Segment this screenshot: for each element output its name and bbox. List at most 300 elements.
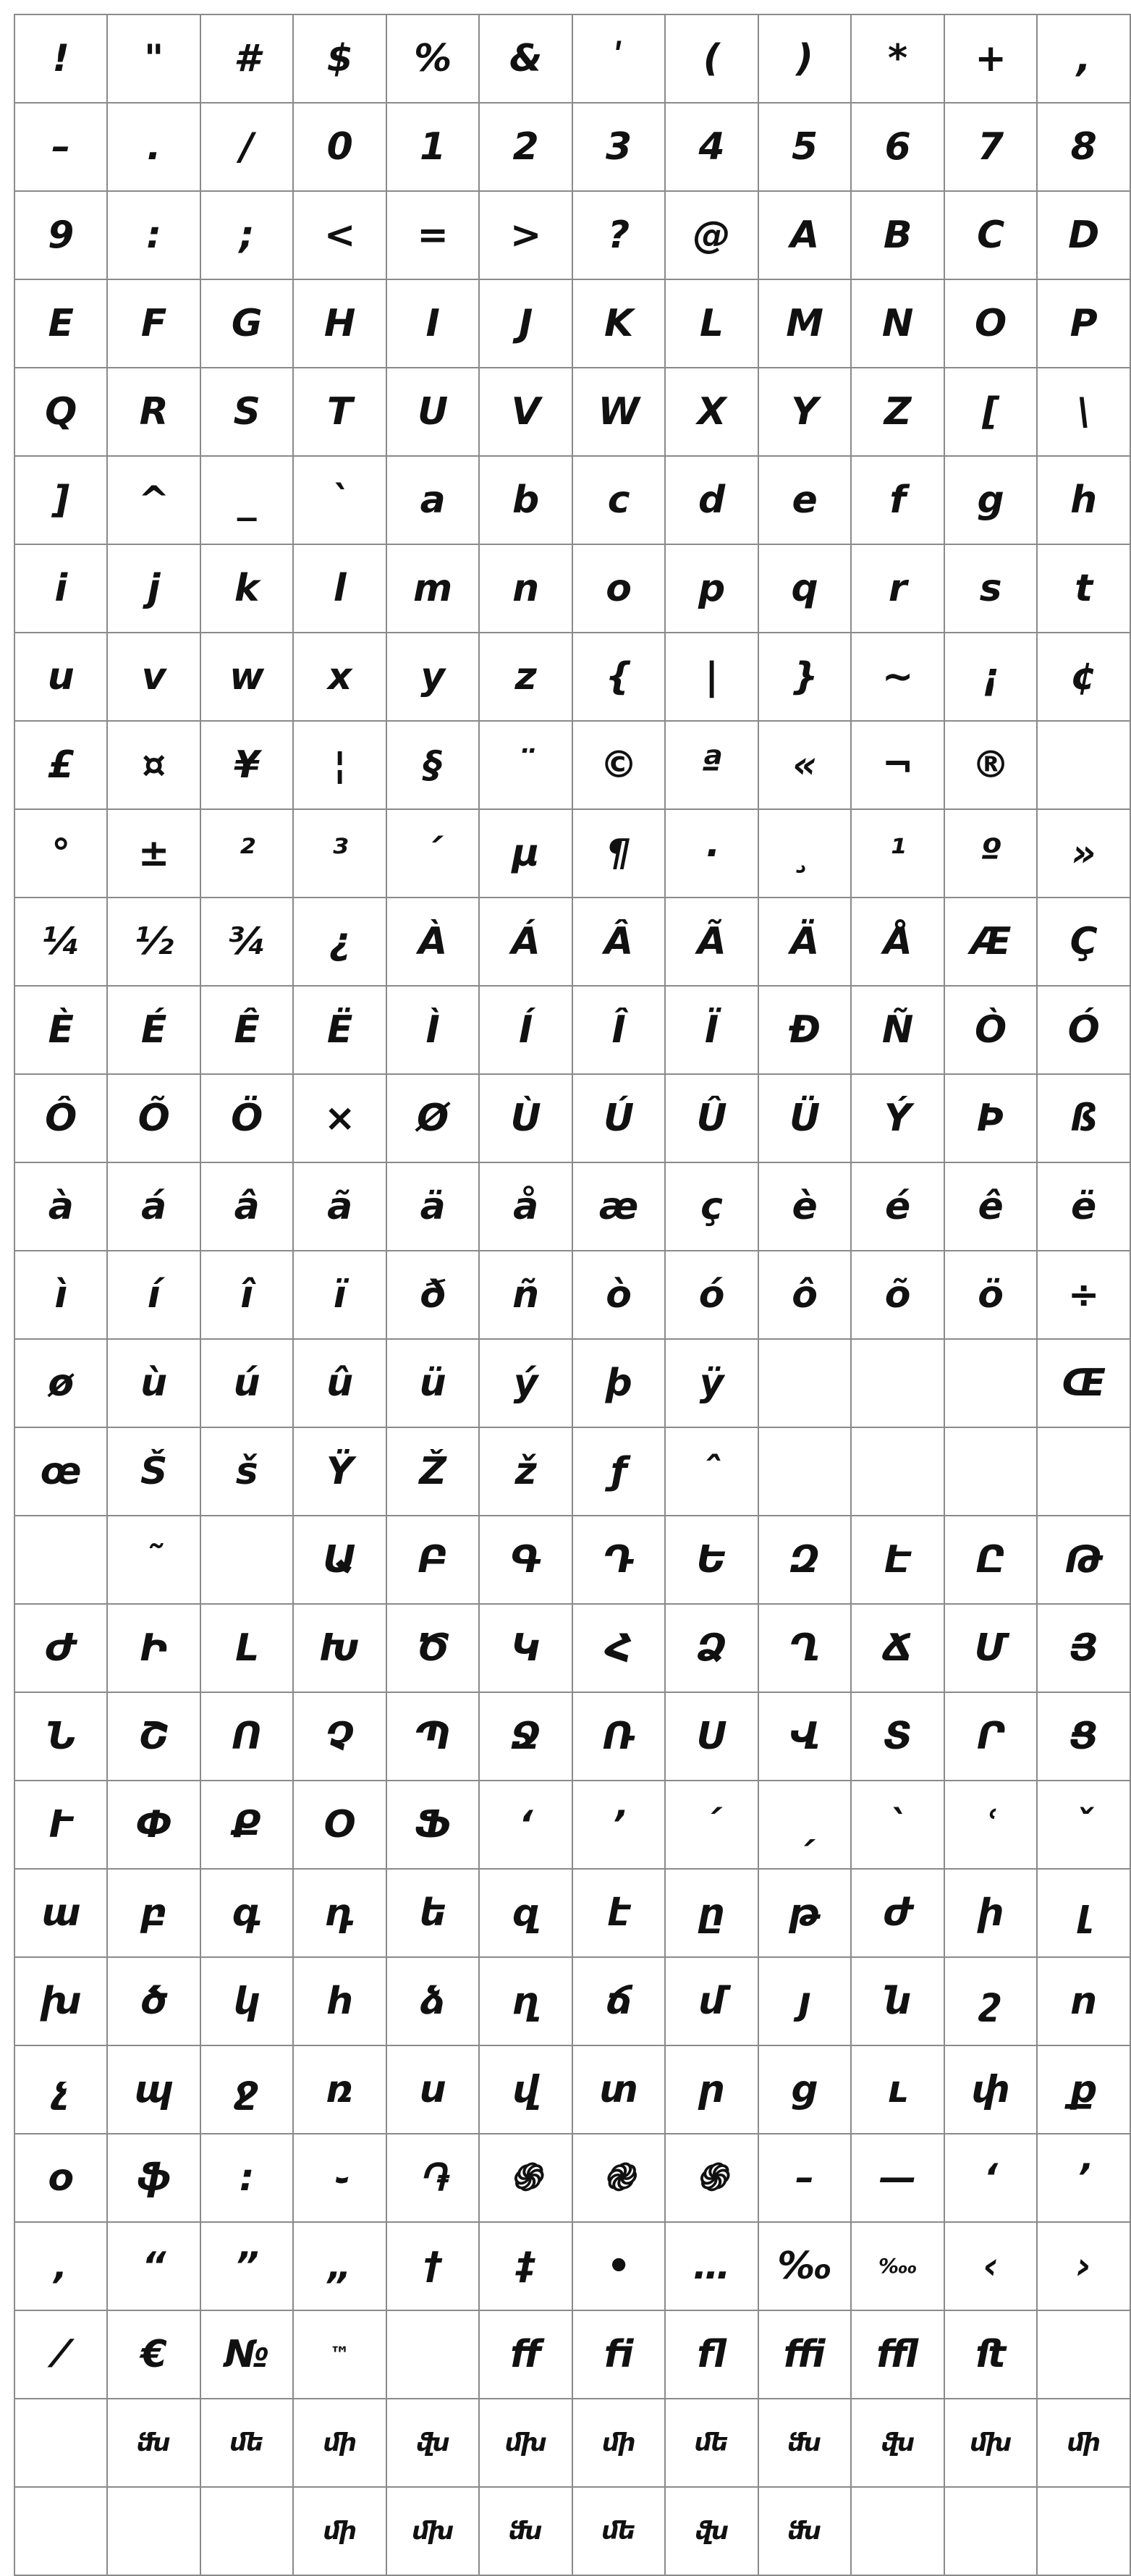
glyph-cell: ç (665, 1162, 758, 1251)
glyph-cell: h (1037, 456, 1130, 544)
glyph-cell: ց (758, 2045, 852, 2134)
glyph-cell: … (665, 2222, 758, 2310)
glyph-cell: Ն (14, 1692, 107, 1781)
glyph-cell (851, 1339, 944, 1427)
glyph-cell: J (479, 279, 572, 368)
glyph-cell: § (386, 721, 479, 809)
glyph-cell: à (14, 1162, 107, 1251)
glyph-cell: C (944, 191, 1037, 279)
glyph-cell: ñ (479, 1251, 572, 1339)
glyph-cell: Ü (758, 1074, 852, 1162)
glyph-cell: Բ (386, 1516, 479, 1604)
glyph-row (14, 1869, 1130, 1957)
glyph-cell (200, 2487, 294, 2575)
glyph-cell: F (107, 279, 200, 368)
glyph-cell: վ (479, 2045, 572, 2134)
glyph-cell: խ (14, 1957, 107, 2045)
glyph-cell (851, 1427, 944, 1516)
glyph-cell: ! (14, 14, 107, 103)
glyph-cell: p (665, 544, 758, 633)
glyph-cell: á (107, 1162, 200, 1251)
glyph-cell: © (572, 721, 665, 809)
glyph-cell: ú (200, 1339, 294, 1427)
glyph-cell: ¬ (851, 721, 944, 809)
glyph-cell: լ (1037, 1869, 1130, 1957)
glyph-cell: Ö (200, 1074, 294, 1162)
glyph-cell: ^ (107, 456, 200, 544)
glyph-cell: Ñ (851, 986, 944, 1074)
glyph-cell: Ó (1037, 986, 1130, 1074)
glyph-cell: ™ (293, 2310, 386, 2399)
glyph-cell: ﬅ (944, 2310, 1037, 2399)
glyph-cell: ò (572, 1251, 665, 1339)
glyph-cell: ¿ (293, 898, 386, 986)
glyph-cell: Ä (758, 898, 852, 986)
glyph-cell: ~ (851, 633, 944, 721)
glyph-cell: 2 (479, 103, 572, 191)
glyph-cell: Š (107, 1427, 200, 1516)
glyph-cell: Ձ (665, 1604, 758, 1692)
glyph-cell: ք (1037, 2045, 1130, 2134)
glyph-cell: Ք (200, 1781, 294, 1869)
glyph-cell: յ (758, 1957, 852, 2045)
glyph-cell: Գ (479, 1516, 572, 1604)
glyph-row (14, 1162, 1130, 1251)
glyph-cell: ˏ (758, 1781, 852, 1869)
glyph-row (14, 2310, 1130, 2399)
glyph-cell: ä (386, 1162, 479, 1251)
glyph-cell: ô (758, 1251, 852, 1339)
glyph-cell: \ (1037, 368, 1130, 456)
glyph-cell: ž (479, 1427, 572, 1516)
glyph-cell (14, 2399, 107, 2487)
glyph-cell (14, 2487, 107, 2575)
glyph-cell: | (665, 633, 758, 721)
glyph-cell: ‹ (944, 2222, 1037, 2310)
glyph-cell: a (386, 456, 479, 544)
glyph-cell: ﬓ (107, 2399, 200, 2487)
glyph-cell: Է (851, 1516, 944, 1604)
glyph-row (14, 2134, 1130, 2222)
glyph-cell: „ (293, 2222, 386, 2310)
glyph-cell: ղ (479, 1957, 572, 2045)
glyph-cell: " (107, 14, 200, 103)
glyph-cell: է (572, 1869, 665, 1957)
glyph-row (14, 721, 1130, 809)
glyph-cell: ﬗ (386, 2487, 479, 2575)
glyph-cell: [ (944, 368, 1037, 456)
glyph-cell: } (758, 633, 852, 721)
glyph-cell: Õ (107, 1074, 200, 1162)
glyph-cell: 0 (293, 103, 386, 191)
glyph-cell: ﬃ (758, 2310, 852, 2399)
glyph-cell: ˊ (665, 1781, 758, 1869)
glyph-cell: ֊ (293, 2134, 386, 2222)
glyph-cell: ր (665, 2045, 758, 2134)
glyph-cell: Ž (386, 1427, 479, 1516)
glyph-cell: _ (200, 456, 294, 544)
glyph-cell: Ե (665, 1516, 758, 1604)
glyph-cell: ý (479, 1339, 572, 1427)
glyph-cell: € (107, 2310, 200, 2399)
glyph-cell: 5 (758, 103, 852, 191)
glyph-cell: Կ (479, 1604, 572, 1692)
glyph-cell: £ (14, 721, 107, 809)
glyph-cell: Þ (944, 1074, 1037, 1162)
glyph-cell: Ճ (851, 1604, 944, 1692)
glyph-cell: տ (572, 2045, 665, 2134)
glyph-cell: ¨ (479, 721, 572, 809)
glyph-cell: 4 (665, 103, 758, 191)
glyph-cell: È (14, 986, 107, 1074)
glyph-cell: ¥ (200, 721, 294, 809)
glyph-cell: Զ (758, 1516, 852, 1604)
glyph-cell: ﬀ (479, 2310, 572, 2399)
glyph-cell (1037, 2310, 1130, 2399)
glyph-cell: m (386, 544, 479, 633)
glyph-cell: õ (851, 1251, 944, 1339)
glyph-cell: é (851, 1162, 944, 1251)
glyph-cell: ո (1037, 1957, 1130, 2045)
glyph-cell: ʿ (944, 1781, 1037, 1869)
glyph-cell: 7 (944, 103, 1037, 191)
glyph-cell: c (572, 456, 665, 544)
glyph-cell (944, 1339, 1037, 1427)
glyph-row (14, 1427, 1130, 1516)
glyph-cell: Ծ (386, 1604, 479, 1692)
glyph-cell: ¦ (293, 721, 386, 809)
glyph-cell: ﬕ (293, 2487, 386, 2575)
glyph-cell (1037, 1427, 1130, 1516)
glyph-cell: ﬁ (572, 2310, 665, 2399)
glyph-cell: Օ (293, 1781, 386, 1869)
glyph-cell: 9 (14, 191, 107, 279)
glyph-cell: b (479, 456, 572, 544)
glyph-cell: * (851, 14, 944, 103)
glyph-cell: Լ (200, 1604, 294, 1692)
glyph-cell: Ï (665, 986, 758, 1074)
glyph-cell: ﬗ (479, 2399, 572, 2487)
glyph-cell: f (851, 456, 944, 544)
glyph-cell: Ր (944, 1692, 1037, 1781)
glyph-cell: E (14, 279, 107, 368)
glyph-row (14, 2222, 1130, 2310)
glyph-cell: ֍ (479, 2134, 572, 2222)
glyph-row (14, 1339, 1130, 1427)
glyph-cell: ծ (107, 1957, 200, 2045)
glyph-cell: Ë (293, 986, 386, 1074)
glyph-cell: þ (572, 1339, 665, 1427)
glyph-cell: ʻ (479, 1781, 572, 1869)
glyph-cell: 1 (386, 103, 479, 191)
glyph-cell: : (107, 191, 200, 279)
glyph-cell: H (293, 279, 386, 368)
glyph-cell: t (1037, 544, 1130, 633)
glyph-cell: Ð (758, 986, 852, 1074)
glyph-cell: Տ (851, 1692, 944, 1781)
glyph-cell: դ (293, 1869, 386, 1957)
glyph-cell (386, 2310, 479, 2399)
glyph-cell: ¡ (944, 633, 1037, 721)
glyph-cell: , (1037, 14, 1130, 103)
glyph-cell: փ (944, 2045, 1037, 2134)
glyph-cell (851, 2487, 944, 2575)
glyph-cell: ö (944, 1251, 1037, 1339)
glyph-cell: բ (107, 1869, 200, 1957)
glyph-cell: ﬗ (944, 2399, 1037, 2487)
glyph-cell: ã (293, 1162, 386, 1251)
glyph-cell: չ (14, 2045, 107, 2134)
glyph-cell: × (293, 1074, 386, 1162)
glyph-cell: • (572, 2222, 665, 2310)
glyph-cell: հ (293, 1957, 386, 2045)
glyph-cell: { (572, 633, 665, 721)
glyph-cell: Ã (665, 898, 758, 986)
glyph-cell: Œ (1037, 1339, 1130, 1427)
glyph-cell: ֏ (386, 2134, 479, 2222)
glyph-cell: Z (851, 368, 944, 456)
glyph-row (14, 809, 1130, 898)
glyph-cell: A (758, 191, 852, 279)
glyph-cell: ﬖ (665, 2487, 758, 2575)
glyph-cell: օ (14, 2134, 107, 2222)
glyph-cell: ¢ (1037, 633, 1130, 721)
glyph-cell: ) (758, 14, 852, 103)
glyph-cell: ﬕ (572, 2399, 665, 2487)
glyph-cell: ʹ (572, 14, 665, 103)
glyph-cell: Î (572, 986, 665, 1074)
glyph-cell: ﬖ (386, 2399, 479, 2487)
glyph-cell: մ (665, 1957, 758, 2045)
glyph-cell: B (851, 191, 944, 279)
glyph-row (14, 2487, 1130, 2575)
glyph-cell (1037, 721, 1130, 809)
glyph-cell: Ù (479, 1074, 572, 1162)
glyph-cell: Պ (386, 1692, 479, 1781)
glyph-cell (944, 2487, 1037, 2575)
glyph-cell: ﬔ (665, 2399, 758, 2487)
glyph-cell: ƒ (572, 1427, 665, 1516)
glyph-row (14, 1781, 1130, 1869)
glyph-cell: S (200, 368, 294, 456)
glyph-cell: 3 (572, 103, 665, 191)
glyph-cell: ® (944, 721, 1037, 809)
glyph-cell: Ç (1037, 898, 1130, 986)
glyph-cell: æ (572, 1162, 665, 1251)
glyph-cell: + (944, 14, 1037, 103)
glyph-cell: ð (386, 1251, 479, 1339)
glyph-cell: ¾ (200, 898, 294, 986)
glyph-cell: ն (851, 1957, 944, 2045)
glyph-cell: ù (107, 1339, 200, 1427)
glyph-cell: â (200, 1162, 294, 1251)
glyph-cell: ։ (200, 2134, 294, 2222)
glyph-cell: x (293, 633, 386, 721)
glyph-cell: > (479, 191, 572, 279)
glyph-row (14, 191, 1130, 279)
glyph-cell: Ի (107, 1604, 200, 1692)
glyph-cell: ¼ (14, 898, 107, 986)
glyph-cell: $ (293, 14, 386, 103)
glyph-cell: Շ (107, 1692, 200, 1781)
glyph-cell: “ (107, 2222, 200, 2310)
glyph-cell: ﬕ (293, 2399, 386, 2487)
glyph-cell (758, 1339, 852, 1427)
glyph-row (14, 1692, 1130, 1781)
glyph-cell: s (944, 544, 1037, 633)
glyph-cell (107, 2487, 200, 2575)
glyph-cell: Ê (200, 986, 294, 1074)
glyph-cell: ˆ (665, 1427, 758, 1516)
glyph-cell: É (107, 986, 200, 1074)
glyph-cell: – (758, 2134, 852, 2222)
glyph-cell: ó (665, 1251, 758, 1339)
glyph-cell: ï (293, 1251, 386, 1339)
glyph-cell (1037, 2487, 1130, 2575)
glyph-cell: ¶ (572, 809, 665, 898)
glyph-cell: ` (293, 456, 386, 544)
glyph-cell: G (200, 279, 294, 368)
glyph-cell: Խ (293, 1604, 386, 1692)
glyph-cell: œ (14, 1427, 107, 1516)
glyph-row (14, 2399, 1130, 2487)
glyph-cell: գ (200, 1869, 294, 1957)
glyph-cell: o (572, 544, 665, 633)
glyph-cell: » (1037, 809, 1130, 898)
glyph-cell: ֎ (572, 2134, 665, 2222)
glyph-cell: U (386, 368, 479, 456)
glyph-cell: ë (1037, 1162, 1130, 1251)
glyph-table (14, 14, 1131, 2576)
glyph-cell: @ (665, 191, 758, 279)
glyph-cell: X (665, 368, 758, 456)
glyph-row (14, 1604, 1130, 1692)
glyph-cell: ; (200, 191, 294, 279)
glyph-cell: q (758, 544, 852, 633)
glyph-cell: ² (200, 809, 294, 898)
glyph-row (14, 279, 1130, 368)
glyph-cell: I (386, 279, 479, 368)
glyph-row (14, 1251, 1130, 1339)
glyph-cell: ‘ (944, 2134, 1037, 2222)
glyph-cell: # (200, 14, 294, 103)
glyph-cell: ը (665, 1869, 758, 1957)
glyph-row (14, 1957, 1130, 2045)
glyph-cell: º (944, 809, 1037, 898)
glyph-cell: Q (14, 368, 107, 456)
glyph-cell: ´ (386, 809, 479, 898)
glyph-cell: Ղ (758, 1604, 852, 1692)
glyph-cell: Ս (665, 1692, 758, 1781)
glyph-cell: № (200, 2310, 294, 2399)
glyph-cell: Ւ (14, 1781, 107, 1869)
glyph-cell: ê (944, 1162, 1037, 1251)
glyph-row (14, 986, 1130, 1074)
glyph-cell: › (1037, 2222, 1130, 2310)
glyph-cell: Փ (107, 1781, 200, 1869)
glyph-cell: y (386, 633, 479, 721)
glyph-cell: ﬖ (851, 2399, 944, 2487)
glyph-row (14, 1516, 1130, 1604)
glyph-row (14, 633, 1130, 721)
glyph-cell: Ժ (14, 1604, 107, 1692)
glyph-cell: z (479, 633, 572, 721)
glyph-cell: Ì (386, 986, 479, 1074)
glyph-cell: ? (572, 191, 665, 279)
glyph-cell: ˋ (851, 1781, 944, 1869)
glyph-cell: ½ (107, 898, 200, 986)
glyph-cell: ‡ (479, 2222, 572, 2310)
glyph-cell: ճ (572, 1957, 665, 2045)
glyph-cell: ª (665, 721, 758, 809)
glyph-cell: ¹ (851, 809, 944, 898)
glyph-cell: ﬂ (665, 2310, 758, 2399)
glyph-cell: ﬓ (479, 2487, 572, 2575)
glyph-cell: Ց (1037, 1692, 1130, 1781)
glyph-cell (14, 1516, 107, 1604)
glyph-cell: ﬓ (758, 2399, 852, 2487)
glyph-cell: W (572, 368, 665, 456)
glyph-row (14, 2045, 1130, 2134)
glyph-cell: ե (386, 1869, 479, 1957)
glyph-cell: ﬕ (1037, 2399, 1130, 2487)
glyph-cell: ¸ (758, 809, 852, 898)
glyph-cell: ÷ (1037, 1251, 1130, 1339)
glyph-cell: P (1037, 279, 1130, 368)
glyph-cell: ’ (1037, 2134, 1130, 2222)
glyph-cell: ˇ (1037, 1781, 1130, 1869)
glyph-cell: պ (107, 2045, 200, 2134)
glyph-cell: ˜ (107, 1516, 200, 1604)
glyph-cell: l (293, 544, 386, 633)
glyph-cell: ʼ (572, 1781, 665, 1869)
glyph-cell: ‰ (758, 2222, 852, 2310)
glyph-cell: î (200, 1251, 294, 1339)
glyph-cell: Y (758, 368, 852, 456)
glyph-cell: 8 (1037, 103, 1130, 191)
glyph-cell: Â (572, 898, 665, 986)
glyph-row (14, 1074, 1130, 1162)
glyph-cell: ¤ (107, 721, 200, 809)
glyph-cell: Մ (944, 1604, 1037, 1692)
glyph-cell: « (758, 721, 852, 809)
glyph-cell: Ը (944, 1516, 1037, 1604)
glyph-cell: w (200, 633, 294, 721)
glyph-cell: Դ (572, 1516, 665, 1604)
glyph-cell: T (293, 368, 386, 456)
glyph-cell: è (758, 1162, 852, 1251)
glyph-cell: e (758, 456, 852, 544)
glyph-cell (944, 1427, 1037, 1516)
glyph-cell: ± (107, 809, 200, 898)
glyph-cell: ւ (851, 2045, 944, 2134)
glyph-cell: ß (1037, 1074, 1130, 1162)
glyph-cell: Ÿ (293, 1427, 386, 1516)
glyph-cell: Ò (944, 986, 1037, 1074)
glyph-cell: ] (14, 456, 107, 544)
glyph-cell: ‱ (851, 2222, 944, 2310)
glyph-cell: ü (386, 1339, 479, 1427)
glyph-cell: j (107, 544, 200, 633)
glyph-cell: ³ (293, 809, 386, 898)
glyph-cell: = (386, 191, 479, 279)
glyph-cell: Ֆ (386, 1781, 479, 1869)
glyph-cell: µ (479, 809, 572, 898)
glyph-cell: Í (479, 986, 572, 1074)
glyph-cell: Թ (1037, 1516, 1130, 1604)
glyph-cell: 6 (851, 103, 944, 191)
glyph-cell: g (944, 456, 1037, 544)
